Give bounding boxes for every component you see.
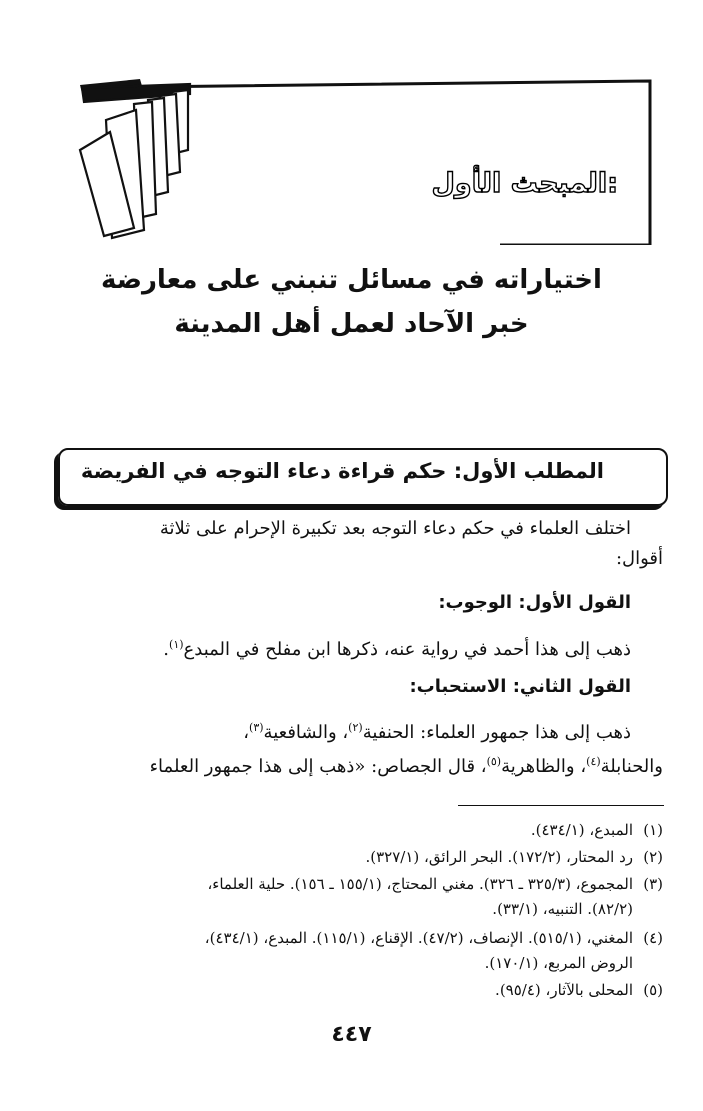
page-number: ٤٤٧ [331,1022,372,1047]
p2-text-a: ذهب إلى هذا جمهور العلماء: الحنفية [362,722,631,743]
footnote-4-continued: الروض المربع، (١٧٠/١). [484,954,633,972]
section-heading-box [58,448,668,506]
p3-text-b: ، والظاهرية [501,756,587,777]
intro-line1: اختلف العلماء في حكم دعاء التوجه بعد تكبيرة الإحرام على ثلاثة [159,518,631,539]
chapter-title-line2: خبر الآحاد لعمل أهل المدينة [174,309,529,339]
footnote-3-text: المجموع، (٣٢٥/٣ ـ ٣٢٦). مغني المحتاج، (١٥٥/١ ـ ١٥٦). حلية العلماء، [207,875,633,893]
footnote-1-text: المبدع، (٤٣٤/١). [530,821,633,839]
footnote-ref-5: (٥) [486,755,502,768]
footnote-ref-1: (١) [169,638,184,651]
footnote-ref-2: (٢) [348,721,363,734]
opinion1-heading: القول الأول: الوجوب: [438,592,631,613]
chapter-title-line1: اختياراته في مسائل تنبني على معارضة [101,265,602,295]
footnote-2 [38,845,663,870]
footnote-5-text: المحلى بالآثار، (٩٥/٤). [495,981,633,999]
chapter-label: المبحث الأول: [431,168,618,199]
p3-text-c: ، قال الجصاص: «ذهب إلى هذا جمهور العلماء [149,756,487,777]
footnote-4 [38,926,663,951]
footnote-1 [38,818,663,843]
footnote-2-text: رد المحتار، (١٧٢/٢). البحر الرائق، (٣٢٧/١). [365,848,633,866]
opinion2-line1 [243,713,631,748]
footnote-4-text: المغني، (٥١٥/١). الإنصاف، (٤٧/٢). الإقناع، (١١٥/١). المبدع، (٤٣٤/١)، [204,929,633,947]
footnote-5 [38,978,663,1003]
footnote-3 [38,872,663,897]
opinion2-heading: القول الثاني: الاستحباب: [409,676,631,697]
footnote-5-number: (٥) [643,981,663,999]
opinion1-paragraph: ذهب إلى هذا أحمد في رواية عنه، ذكرها ابن مفلح في المبدع$^{(١)}$. [163,638,631,660]
footnote-ref-3: (٣) [249,721,264,734]
p3-text-a: والحنابلة [600,756,663,777]
opinion1-text: ذهب إلى هذا أحمد في رواية عنه، ذكرها ابن مفلح في المبدع [183,639,631,660]
intro-line2: أقوال: [615,548,663,569]
section-title: المطلب الأول: حكم قراءة دعاء التوجه في الفريضة [80,459,604,483]
footnote-2-number: (٢) [643,848,663,866]
p2-text-c: ، [243,722,250,743]
chapter-title [0,258,703,346]
p2-text-b: ، والشافعية [263,722,349,743]
books-icon [72,80,202,240]
opinion2-line2 [150,747,663,782]
footnote-divider [458,805,664,806]
footnote-4-number: (٤) [643,929,663,947]
footnote-ref-4: (٤) [586,755,601,768]
footnote-1-number: (١) [643,821,663,839]
footnote-3-continued: (٨٢/٢). التنبيه، (٣٣/١). [492,900,633,918]
footnote-3-number: (٣) [643,875,663,893]
